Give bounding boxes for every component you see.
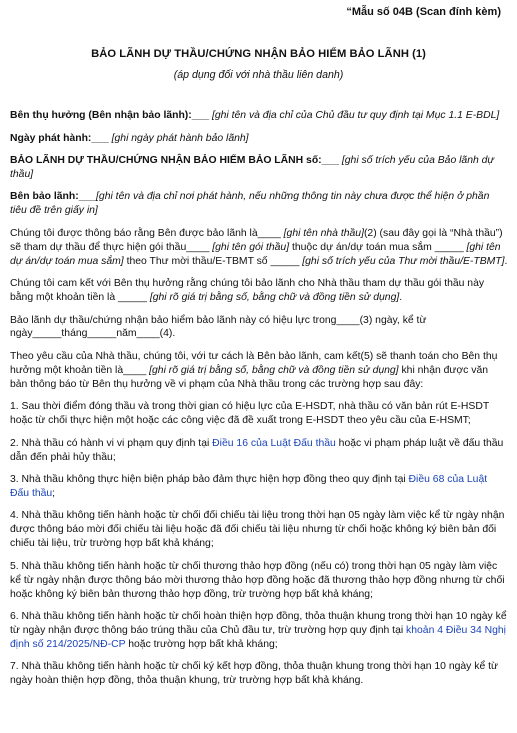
guarantee-number-field [10,154,508,182]
p1-text-3: thuộc dự án/dự toán mua sắm _____ [289,241,467,253]
p2-hint-1: [ghi rõ giá trị bằng số, bằng chữ và đồng tiền sử dụng] [149,292,400,304]
paragraph-commitment [10,277,508,305]
document-title: BẢO LÃNH DỰ THẦU/CHỨNG NHẬN BẢO HIỂM BẢO LÃNH (1) [91,48,426,60]
paragraph-payment-conditions [10,350,508,392]
p1-text-1: Chúng tôi được thông báo rằng Bên được bảo lãnh là____ [10,227,284,239]
c3-text-1: 3. Nhà thầu không thực hiện biện pháp bảo đảm thực hiện hợp đồng theo quy định tại [10,474,409,486]
guarantee-number-blank: ___ [321,155,339,166]
guarantee-number-label: BẢO LÃNH DỰ THẦU/CHỨNG NHẬN BẢO HIỂM BẢO LÃNH số: [10,155,322,166]
beneficiary-field [10,109,508,123]
condition-item-3 [10,473,508,501]
document-subtitle: (áp dụng đối với nhà thầu liên danh) [173,69,344,81]
p1-text-4: theo Thư mời thầu/E-TBMT số _____ [123,255,303,267]
p1-text-5: . [504,255,508,267]
guarantor-hint: [ghi tên và địa chỉ nơi phát hành, nếu những thông tin này chưa được thể hiện ở phần tiêu đề trên giấy in] [10,191,490,217]
guarantee-number-hint: [ghi số trích yếu của Bảo lãnh dự thầu] [10,155,495,180]
p1-hint-4: [ghi số trích yếu của Thư mời thầu/E-TBMT] [302,255,505,267]
issue-date-label: Ngày phát hành: [10,132,92,144]
p2-text-2: . [399,292,403,304]
paragraph-validity: Bảo lãnh dự thầu/chứng nhận bảo hiểm bảo lãnh này có hiệu lực trong____(3) ngày, kể từ ngày_____tháng_____năm____(4). [10,314,427,340]
issue-date-hint: [ghi ngày phát hành bảo lãnh] [111,132,249,144]
link-khoan-4-dieu-34-nghi-dinh[interactable]: khoản 4 Điều 34 Nghị định số 214/2025/NĐ-CP [10,625,506,650]
p1-hint-2: [ghi tên gói thầu] [212,241,290,253]
guarantor-blank: ___ [78,191,97,203]
beneficiary-hint: [ghi tên và địa chỉ của Chủ đầu tư quy định tại Mục 1.1 E-BDL] [211,110,500,121]
p4-hint-1: [ghi rõ giá trị bằng số, bằng chữ và đồng tiền sử dụng] [149,364,399,376]
guarantor-field [10,190,508,218]
condition-item-1: 1. Sau thời điểm đóng thầu và trong thời gian có hiệu lực của E-HSDT, nhà thầu có văn bản rút E-HSDT hoặc từ chối thực hiện một hoặc các công việc đã đề xuất trong E-HSDT theo yêu cầu của E-HSMT; [10,401,489,427]
p1-hint-1: [ghi tên nhà thầu] [283,227,364,239]
form-number: “Mẫu số 04B (Scan đính kèm) [346,6,501,18]
beneficiary-blank: ___ [191,110,210,121]
c6-text-2: hoặc trường hợp bất khả kháng; [125,638,278,650]
p2-text-1: Chúng tôi cam kết với Bên thụ hưởng rằng chúng tôi bảo lãnh cho Nhà thầu tham dự thầu gói thầu này bằng một khoản tiền là _____ [10,278,485,304]
paragraph-bidder-notice [10,227,508,269]
p4-text-2: khi nhận được văn bản thông báo từ Bên thụ hưởng về vi phạm của Nhà thầu trong các trường hợp sau đây: [10,364,489,390]
issue-date-blank: ___ [91,132,109,144]
guarantor-label: Bên bảo lãnh: [10,191,79,203]
document-body [10,109,508,697]
condition-item-2 [10,437,508,465]
p1-hint-3: [ghi tên dự án/dự toán mua sắm] [10,241,501,267]
c6-text-1: 6. Nhà thầu không tiến hành hoặc từ chối hoàn thiện hợp đồng, thỏa thuận khung trong thời hạn 10 ngày kể từ ngày nhận được thông báo trúng thầu của Chủ đầu tư, trừ trường hợp quy định tại [10,611,507,636]
c2-text-2: hoặc vi phạm pháp luật về đấu thầu dẫn đến phải hủy thầu; [10,437,504,463]
condition-item-6 [10,610,508,652]
c2-text-1: 2. Nhà thầu có hành vi vi phạm quy định tại [10,437,213,449]
condition-item-4: 4. Nhà thầu không tiến hành hoặc từ chối đối chiếu tài liệu trong thời hạn 05 ngày làm việc kể từ ngày nhận được thông báo mời đối chiếu tài liệu hoặc đã đối chiếu tài liệu nhưng từ chối hoặc không ký biên bản đối chiếu tài liệu, trừ trường hợp bất khả kháng; [10,510,505,550]
issue-date-field [10,132,508,146]
condition-item-7: 7. Nhà thầu không tiến hành hoặc từ chối ký kết hợp đồng, thỏa thuận khung trong thời hạn 10 ngày kể từ ngày hoàn thiện hợp đồng, thỏa thuận khung, trừ trường hợp bất khả kháng. [10,661,498,687]
link-dieu-16-luat-dau-thau[interactable]: Điều 16 của Luật Đấu thầu [212,437,336,449]
c3-text-2: ; [52,487,56,499]
link-dieu-68-luat-dau-thau[interactable]: Điều 68 của Luật Đấu thầu [10,474,488,499]
beneficiary-label: Bên thụ hưởng (Bên nhận bảo lãnh): [10,110,192,121]
p4-text-1: Theo yêu cầu của Nhà thầu, chúng tôi, với tư cách là Bên bảo lãnh, cam kết(5) sẽ thanh toán cho Bên thụ hưởng một khoản tiền là____ [10,350,498,376]
p1-text-2: (2) (sau đây gọi là “Nhà thầu”) sẽ tham dự thầu để thực hiện gói thầu____ [10,227,503,253]
condition-item-5: 5. Nhà thầu không tiến hành hoặc từ chối thương thảo hợp đồng (nếu có) trong thời hạn 05 ngày làm việc kể từ ngày nhận được thông báo mời thương thảo hợp đồng hoặc đã thương thảo hợp đồng nhưng từ chối hoặc không ký biên bản thương thảo hợp đồng, trừ trường hợp bất khả kháng; [10,560,505,600]
